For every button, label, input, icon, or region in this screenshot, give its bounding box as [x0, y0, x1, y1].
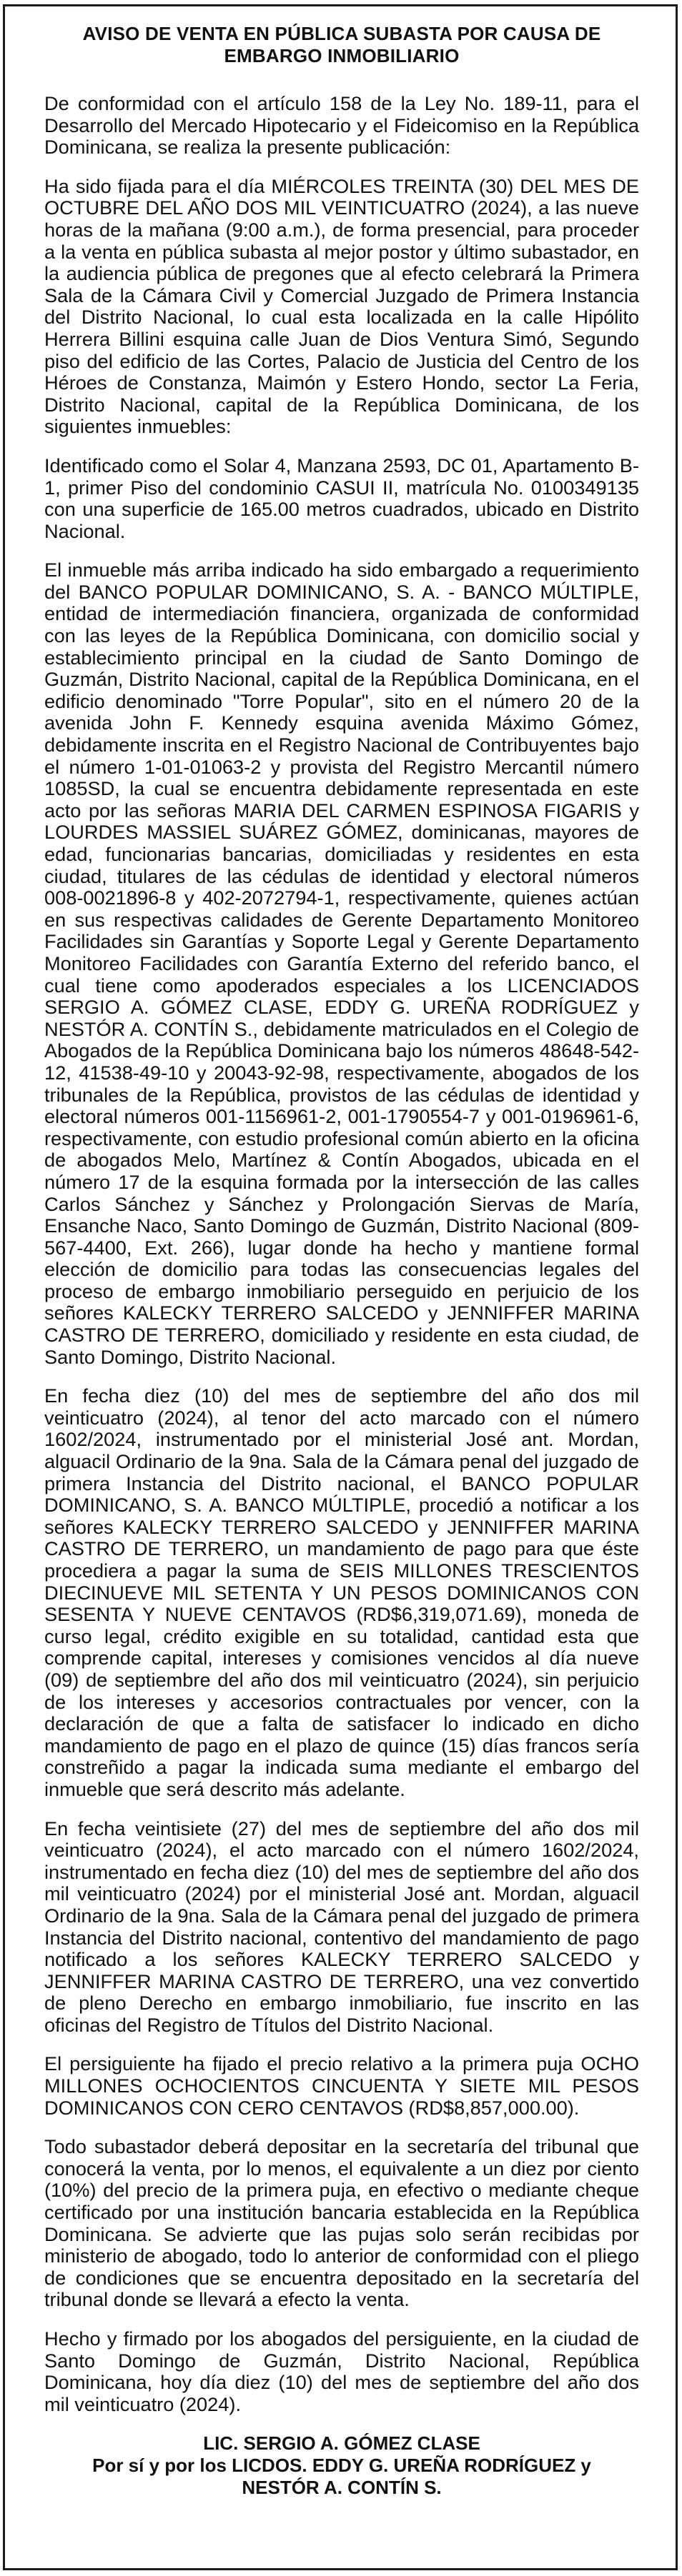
notice-content	[44, 23, 639, 2499]
paragraph-deposit: Todo subastador deberá depositar en la secretaría del tribunal que conocerá la venta, por lo menos, el equivalente a un diez por ciento (10%) del precio de la primera puja, en efectivo o mediante cheque certificado por una institución bancaria establecida en la República Dominicana. Se advierte que las pujas solo serán recibidas por ministerio de abogado, todo lo anterior de conformidad con el pliego de condiciones que se encuentra depositado en la secretaría del tribunal donde se llevará a efecto la venta.	[44, 2135, 639, 2311]
signature-block	[44, 2432, 639, 2499]
signature-line: Por sí y por los LICDOS. EDDY G. UREÑA RODRÍGUEZ y	[92, 2455, 591, 2477]
paragraph-registration: En fecha veintisiete (27) del mes de septiembre del año dos mil veinticuatro (2024), el acto marcado con el número 1602/2024, instrumentado en fecha diez (10) del mes de septiembre del año dos mil veinticuatro (2024) por el ministerial José ant. Mordan, alguacil Ordinario de la 9na. Sala de la Cámara penal del juzgado de primera Instancia del Distrito nacional, contentivo del mandamiento de pago notificado a los señores KALECKY TERRERO SALCEDO y JENNIFFER MARINA CASTRO DE TERRERO, una vez convertido de pleno Derecho en embargo inmobiliario, fue inscrito en las oficinas del Registro de Títulos del Distrito Nacional.	[44, 1817, 639, 2036]
signature-line: NESTÓR A. CONTÍN S.	[242, 2477, 442, 2499]
paragraph-payment-order: En fecha diez (10) del mes de septiembre del año dos mil veinticuatro (2024), al tenor del acto marcado con el número 1602/2024, instrumentado por el ministerial José ant. Mordan, alguacil Ordinario de la 9na. Sala de la Cámara penal del juzgado de primera Instancia del Distrito nacional, el BANCO POPULAR DOMINICANO, S. A. BANCO MÚLTIPLE, procedió a notificar a los señores KALECKY TERRERO SALCEDO y JENNIFFER MARINA CASTRO DE TERRERO, un mandamiento de pago para que éste procediera a pagar la suma de SEIS MILLONES TRESCIENTOS DIECINUEVE MIL SETENTA Y UN PESOS DOMINICANOS CON SESENTA Y NUEVE CENTAVOS (RD$6,319,071.69), moneda de curso legal, crédito exigible en su totalidad, cantidad esta que comprende capital, intereses y comisiones vencidos al día nueve (09) de septiembre del año dos mil veinticuatro (2024), sin perjuicio de los intereses y accesorios contractuales por vencer, con la declaración de que a falta de satisfacer lo indicado en dicho mandamiento de pago en el plazo de quince (15) días francos sería constreñido a pagar la indicada suma mediante el embargo del inmueble que será descrito más adelante.	[44, 1384, 639, 1800]
paragraph-seizure: El inmueble más arriba indicado ha sido embargado a requerimiento del BANCO POPULAR DOMINICANO, S. A. - BANCO MÚLTIPLE, entidad de intermediación financiera, organizada de conformidad con las leyes de la República Dominicana, con domicilio social y establecimiento principal en la ciudad de Santo Domingo de Guzmán, Distrito Nacional, capital de la República Dominicana, en el edificio denominado "Torre Popular", sito en el número 20 de la avenida John F. Kennedy esquina avenida Máximo Gómez, debidamente inscrita en el Registro Nacional de Contribuyentes bajo el número 1-01-01063-2 y provista del Registro Mercantil número 1085SD, la cual se encuentra debidamente representada en este acto por las señoras MARIA DEL CARMEN ESPINOSA FIGARIS y LOURDES MASSIEL SUÁREZ GÓMEZ, dominicanas, mayores de edad, funcionarias bancarias, domiciliadas y residentes en esta ciudad, titulares de las cédulas de identidad y electoral números 008-0021896-8 y 402-2072794-1, respectivamente, quienes actúan en sus respectivas calidades de Gerente Departamento Monitoreo Facilidades sin Garantías y Soporte Legal y Gerente Departamento Monitoreo Facilidades con Garantía Externo del referido banco, el cual tiene como apoderados especiales a los LICENCIADOS SERGIO A. GÓMEZ CLASE, EDDY G. UREÑA RODRÍGUEZ y NESTÓR A. CONTÍN S., debidamente matriculados en el Colegio de Abogados de la República Dominicana bajo los números 48648-542-12, 41538-49-10 y 20043-92-98, respectivamente, abogados de los tribunales de la República, provistos de las cédulas de identidad y electoral números 001-1156961-2, 001-1790554-7 y 001-0196961-6, respectivamente, con estudio profesional común abierto en la oficina de abogados Melo, Martínez & Contín Abogados, ubicada en el número 17 de la esquina formada por la intersección de las calles Carlos Sánchez y Sánchez y Prolongación Siervas de María, Ensanche Naco, Santo Domingo de Guzmán, Distrito Nacional (809-567-4400, Ext. 266), lugar donde ha hecho y mantiene formal elección de domicilio para todas las consecuencias legales del proceso de embargo inmobiliario perseguido en perjuicio de los señores KALECKY TERRERO SALCEDO y JENNIFFER MARINA CASTRO DE TERRERO, domiciliado y residente en esta ciudad, de Santo Domingo, Distrito Nacional.	[44, 559, 639, 1368]
notice-title: AVISO DE VENTA EN PÚBLICA SUBASTA POR CAUSA DE EMBARGO INMOBILIARIO	[82, 23, 601, 66]
paragraph-auction-date: Ha sido fijada para el día MIÉRCOLES TREINTA (30) DEL MES DE OCTUBRE DEL AÑO DOS MIL VEINTICUATRO (2024), a las nueve horas de la mañana (9:00 a.m.), de forma presencial, para proceder a la venta en pública subasta al mejor postor y último subastador, en la audiencia pública de pregones que al efecto celebrará la Primera Sala de la Cámara Civil y Comercial Juzgado de Primera Instancia del Distrito Nacional, lo cual esta localizada en la calle Hipólito Herrera Billini esquina calle Juan de Dios Ventura Simó, Segundo piso del edificio de las Cortes, Palacio de Justicia del Centro de los Héroes de Constanza, Maimón y Estero Hondo, sector La Feria, Distrito Nacional, capital de la República Dominicana, de los siguientes inmuebles:	[44, 174, 639, 438]
signature-line: LIC. SERGIO A. GÓMEZ CLASE	[203, 2432, 480, 2455]
paragraph-property: Identificado como el Solar 4, Manzana 2593, DC 01, Apartamento B-1, primer Piso del condominio CASUI II, matrícula No. 0100349135 con una superficie de 165.00 metros cuadrados, ubicado en Distrito Nacional.	[44, 454, 639, 542]
paragraph-signed: Hecho y firmado por los abogados del persiguiente, en la ciudad de Santo Domingo de Guzmán, Distrito Nacional, República Dominicana, hoy día diez (10) del mes de septiembre del año dos mil veinticuatro (2024).	[44, 2327, 639, 2415]
paragraph-price: El persiguiente ha fijado el precio relativo a la primera puja OCHO MILLONES OCHOCIENTOS CINCUENTA Y SIETE MIL PESOS DOMINICANOS CON CERO CENTAVOS (RD$8,857,000.00).	[44, 2052, 639, 2119]
paragraph-intro: De conformidad con el artículo 158 de la Ley No. 189-11, para el Desarrollo del Mercado Hipotecario y el Fideicomiso en la República Dominicana, se realiza la presente publicación:	[44, 92, 639, 159]
